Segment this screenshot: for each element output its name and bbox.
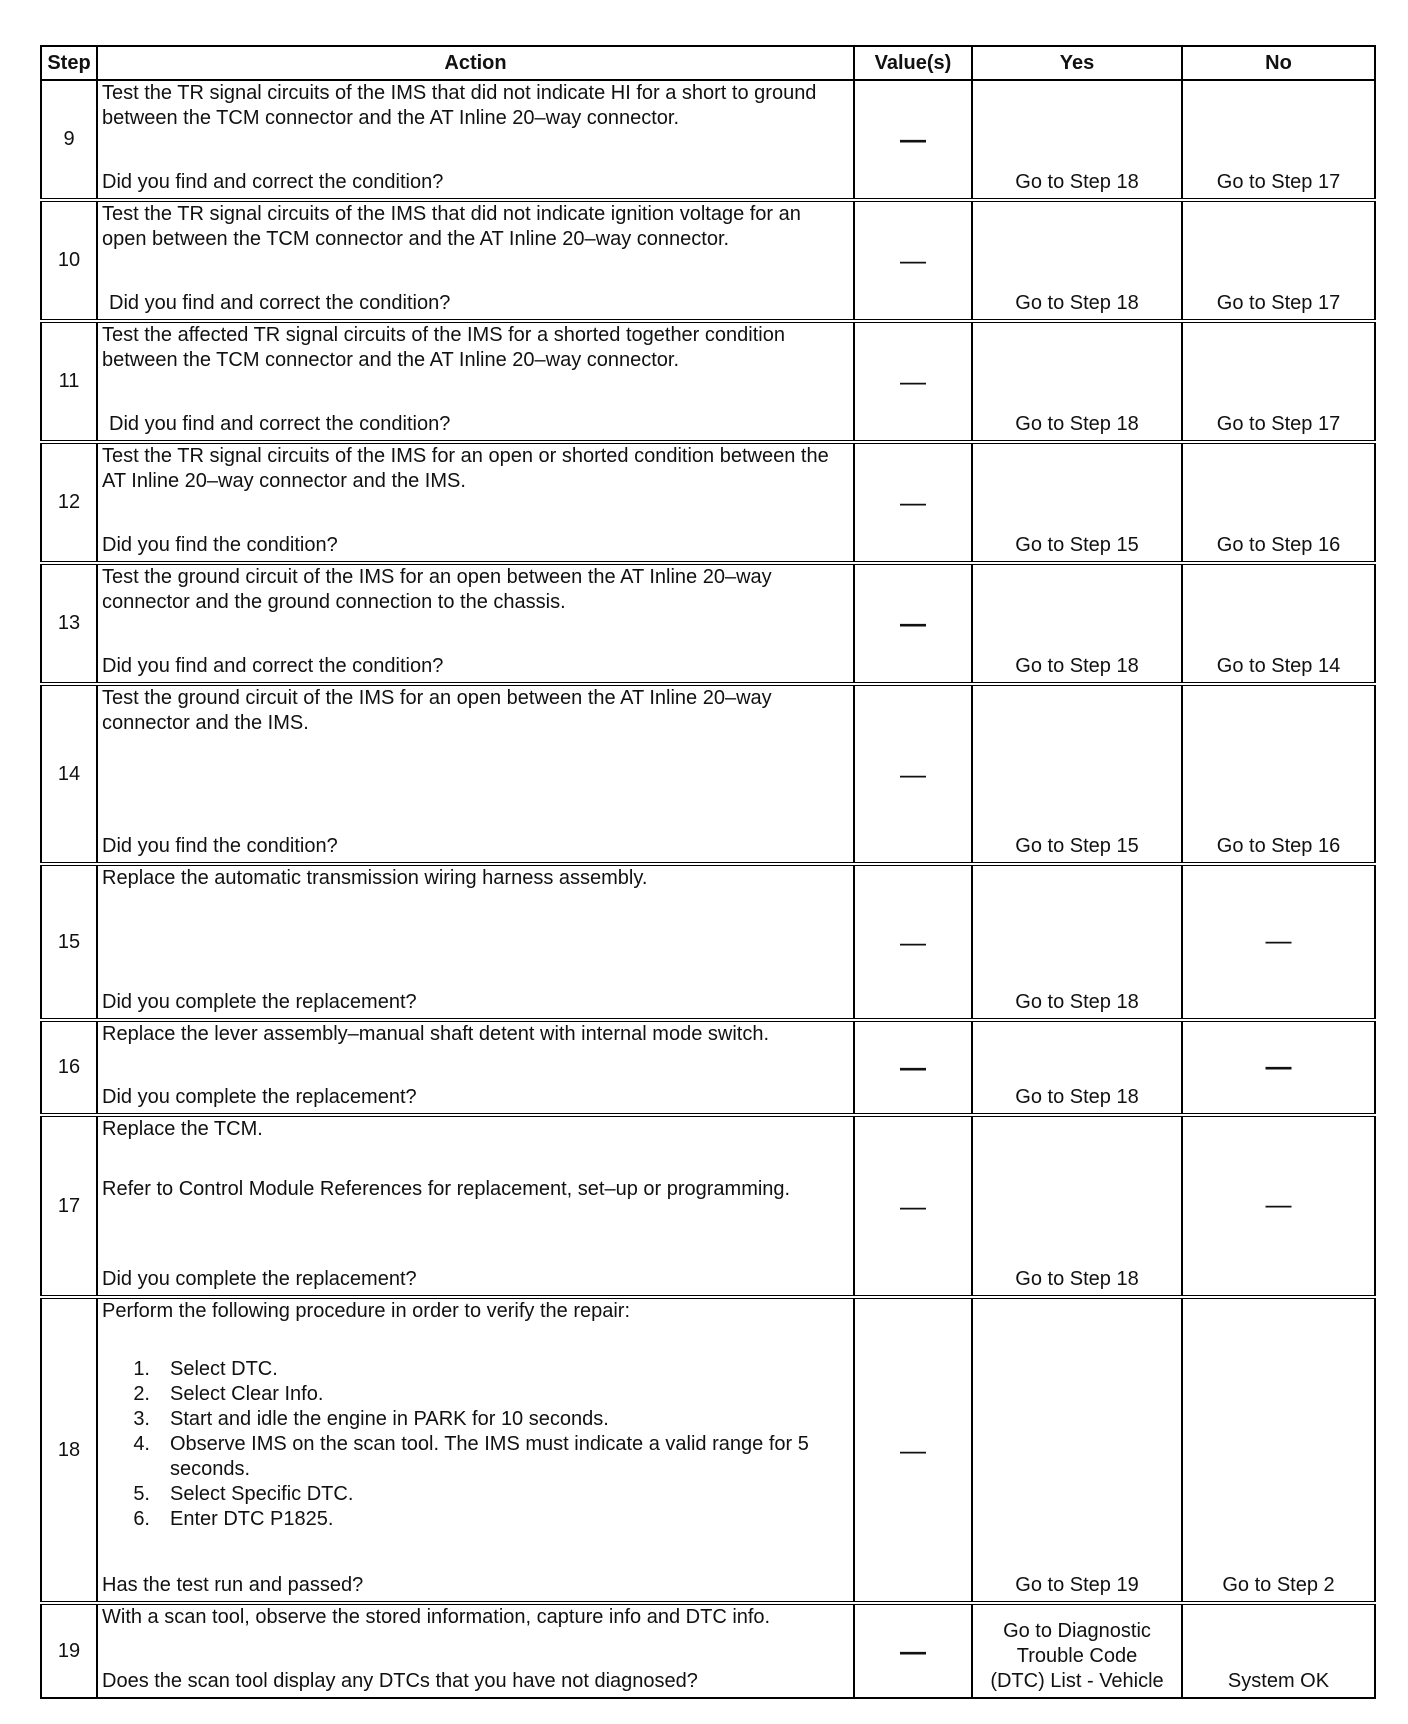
list-number: 5. [133, 1483, 150, 1505]
list-text: Start and idle the engine in PARK for 10 seconds. [170, 1408, 609, 1430]
action-text: Test the TR signal circuits of the IMS that did not indicate HI for a short to ground between the TCM connector and the AT Inline 20–way connector. [102, 82, 817, 129]
diagnostic-table [40, 45, 1376, 1699]
value-cell: — [854, 1297, 972, 1603]
yes-line: (DTC) List - Vehicle [990, 1670, 1164, 1692]
action-cell [97, 80, 854, 200]
yes-cell: Go to Step 18 [972, 200, 1182, 321]
list-item [102, 1432, 847, 1482]
no-cell: — [1182, 864, 1375, 1020]
table-row [41, 321, 1375, 442]
step-number: 11 [41, 321, 97, 442]
list-item [102, 1357, 847, 1382]
list-text: Select Clear Info. [170, 1383, 324, 1405]
list-number: 6. [133, 1508, 150, 1530]
action-question: Did you find and correct the condition? [102, 171, 444, 193]
no-cell: Go to Step 17 [1182, 80, 1375, 200]
step-number: 18 [41, 1297, 97, 1603]
yes-cell: Go to Step 18 [972, 1020, 1182, 1115]
action-question: Did you complete the replacement? [102, 1086, 417, 1108]
yes-cell: Go to Step 15 [972, 442, 1182, 563]
action-question: Did you find and correct the condition? [109, 413, 451, 435]
step-number: 14 [41, 684, 97, 864]
list-item [102, 1382, 847, 1407]
no-cell: Go to Step 17 [1182, 200, 1375, 321]
yes-cell: Go to Step 18 [972, 864, 1182, 1020]
yes-cell: Go to Step 18 [972, 563, 1182, 684]
action-text: Test the ground circuit of the IMS for an open between the AT Inline 20–way connector and the ground connection to the chassis. [102, 566, 772, 613]
action-question: Has the test run and passed? [102, 1574, 364, 1596]
action-cell [97, 200, 854, 321]
table-row [41, 563, 1375, 684]
action-note: Refer to Control Module References for replacement, set–up or programming. [102, 1178, 791, 1200]
table-row [41, 200, 1375, 321]
table-row [41, 684, 1375, 864]
action-question: Did you find the condition? [102, 534, 338, 556]
table-row [41, 442, 1375, 563]
yes-cell [972, 1603, 1182, 1698]
action-text: Test the affected TR signal circuits of the IMS for a shorted together condition between the TCM connector and the AT Inline 20–way connector. [102, 324, 785, 371]
step-number: 17 [41, 1115, 97, 1297]
action-cell [97, 1297, 854, 1603]
action-question: Did you complete the replacement? [102, 1268, 417, 1290]
yes-cell: Go to Step 18 [972, 80, 1182, 200]
header-action: Action [97, 46, 854, 80]
action-text: Replace the lever assembly–manual shaft detent with internal mode switch. [102, 1023, 770, 1045]
no-cell: — [1182, 1020, 1375, 1115]
list-item [102, 1482, 847, 1507]
yes-cell: Go to Step 19 [972, 1297, 1182, 1603]
no-cell: Go to Step 2 [1182, 1297, 1375, 1603]
value-cell: — [854, 1115, 972, 1297]
list-text: Enter DTC P1825. [170, 1508, 334, 1530]
value-cell: — [854, 684, 972, 864]
table-row [41, 1020, 1375, 1115]
no-cell: — [1182, 1115, 1375, 1297]
yes-line: Trouble Code [1016, 1645, 1138, 1667]
no-cell: Go to Step 16 [1182, 684, 1375, 864]
action-text: Perform the following procedure in order to verify the repair: [102, 1300, 631, 1322]
table-row [41, 80, 1375, 200]
action-text: Test the TR signal circuits of the IMS that did not indicate ignition voltage for an open between the TCM connector and the AT Inline 20–way connector. [102, 203, 801, 250]
list-item [102, 1407, 847, 1432]
value-cell: — [854, 442, 972, 563]
action-cell [97, 1020, 854, 1115]
action-text: Replace the automatic transmission wiring harness assembly. [102, 867, 648, 889]
no-cell: Go to Step 17 [1182, 321, 1375, 442]
no-cell: Go to Step 14 [1182, 563, 1375, 684]
value-cell: — [854, 321, 972, 442]
action-cell [97, 1603, 854, 1698]
header-row [41, 46, 1375, 80]
value-cell: — [854, 200, 972, 321]
list-text: Observe IMS on the scan tool. The IMS must indicate a valid range for 5 seconds. [170, 1433, 809, 1480]
list-text: Select Specific DTC. [170, 1483, 354, 1505]
table-row [41, 1297, 1375, 1603]
list-item [102, 1507, 847, 1532]
list-number: 3. [133, 1408, 150, 1430]
step-number: 15 [41, 864, 97, 1020]
action-cell [97, 442, 854, 563]
yes-cell: Go to Step 18 [972, 321, 1182, 442]
action-question: Did you find and correct the condition? [109, 292, 451, 314]
action-cell [97, 1115, 854, 1297]
yes-line: Go to Diagnostic [1003, 1620, 1151, 1642]
action-text: Test the TR signal circuits of the IMS for an open or shorted condition between the AT Inline 20–way connector and the IMS. [102, 445, 829, 492]
yes-cell: Go to Step 15 [972, 684, 1182, 864]
action-text: Test the ground circuit of the IMS for an open between the AT Inline 20–way connector and the IMS. [102, 687, 772, 734]
action-question: Did you find the condition? [102, 835, 338, 857]
action-cell [97, 684, 854, 864]
no-cell: System OK [1182, 1603, 1375, 1698]
action-text: With a scan tool, observe the stored information, capture info and DTC info. [102, 1606, 771, 1628]
list-number: 4. [133, 1433, 150, 1455]
step-number: 9 [41, 80, 97, 200]
table-row [41, 1603, 1375, 1698]
procedure-list [102, 1357, 847, 1532]
value-cell: — [854, 80, 972, 200]
header-values: Value(s) [854, 46, 972, 80]
action-question: Did you find and correct the condition? [102, 655, 444, 677]
step-number: 10 [41, 200, 97, 321]
table-row [41, 1115, 1375, 1297]
action-text: Replace the TCM. [102, 1118, 263, 1140]
list-text: Select DTC. [170, 1358, 278, 1380]
list-number: 1. [133, 1358, 150, 1380]
action-question: Does the scan tool display any DTCs that you have not diagnosed? [102, 1670, 698, 1692]
header-step: Step [41, 46, 97, 80]
action-cell [97, 321, 854, 442]
step-number: 13 [41, 563, 97, 684]
step-number: 12 [41, 442, 97, 563]
list-number: 2. [133, 1383, 150, 1405]
action-cell [97, 563, 854, 684]
action-cell [97, 864, 854, 1020]
header-yes: Yes [972, 46, 1182, 80]
action-question: Did you complete the replacement? [102, 991, 417, 1013]
header-no: No [1182, 46, 1375, 80]
table-row [41, 864, 1375, 1020]
yes-cell: Go to Step 18 [972, 1115, 1182, 1297]
value-cell: — [854, 1603, 972, 1698]
no-cell: Go to Step 16 [1182, 442, 1375, 563]
step-number: 19 [41, 1603, 97, 1698]
step-number: 16 [41, 1020, 97, 1115]
value-cell: — [854, 563, 972, 684]
value-cell: — [854, 864, 972, 1020]
value-cell: — [854, 1020, 972, 1115]
